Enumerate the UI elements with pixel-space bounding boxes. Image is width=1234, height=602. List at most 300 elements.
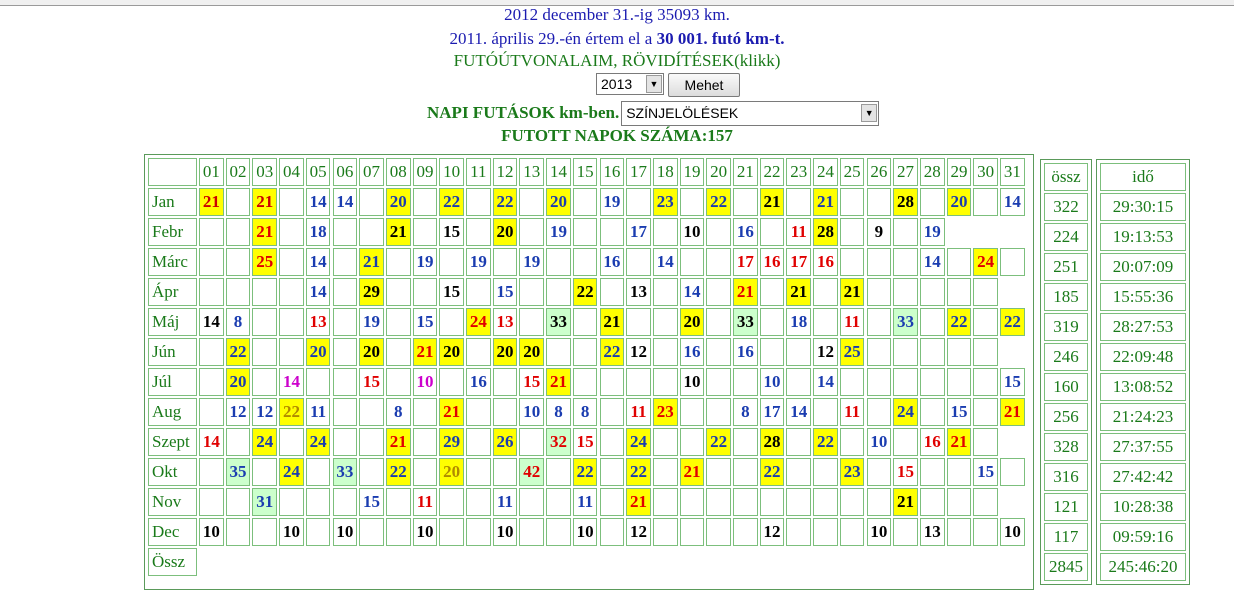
day-cell: [306, 488, 331, 516]
day-cell: [546, 458, 571, 486]
day-cell: [600, 428, 625, 456]
day-cell: [947, 278, 972, 306]
run-km-cell: 9: [867, 218, 892, 246]
day-cell: [226, 488, 251, 516]
day-cell: [786, 428, 811, 456]
day-cell: [333, 488, 358, 516]
run-km-cell: 13: [920, 518, 945, 546]
day-cell: [226, 428, 251, 456]
day-cell: [279, 308, 304, 336]
corner-cell: [148, 158, 197, 186]
day-cell: [840, 428, 865, 456]
run-km-cell: 24: [252, 428, 277, 456]
day-header: 03: [252, 158, 277, 186]
run-km-cell: 29: [359, 278, 384, 306]
run-km-cell: 16: [733, 338, 758, 366]
day-cell: [867, 248, 892, 276]
run-km-cell: 10: [493, 518, 518, 546]
run-km-cell: 15: [439, 218, 464, 246]
day-cell: [359, 458, 384, 486]
day-cell: [333, 278, 358, 306]
day-cell: [706, 518, 731, 546]
day-cell: [466, 398, 491, 426]
run-km-cell: 19: [413, 248, 438, 276]
run-km-cell: 21: [733, 278, 758, 306]
time-total-value: 09:59:16: [1100, 523, 1186, 551]
km-total-value: 322: [1044, 193, 1088, 221]
km-total-value: 2845: [1044, 553, 1088, 581]
run-km-cell: 10: [867, 428, 892, 456]
run-km-cell: 14: [306, 248, 331, 276]
km-total-value: 319: [1044, 313, 1088, 341]
run-km-cell: 21: [386, 428, 411, 456]
day-header: 16: [600, 158, 625, 186]
day-cell: [439, 518, 464, 546]
day-cell: [413, 278, 438, 306]
km-total-value: 328: [1044, 433, 1088, 461]
day-cell: [760, 488, 785, 516]
run-km-cell: 10: [333, 518, 358, 546]
day-cell: [600, 518, 625, 546]
day-cell: [226, 278, 251, 306]
day-cell: [947, 518, 972, 546]
day-cell: [519, 188, 544, 216]
calendar-table: [144, 154, 1034, 590]
run-km-cell: 14: [306, 188, 331, 216]
day-header: 31: [1000, 158, 1025, 186]
day-cell: [867, 338, 892, 366]
day-cell: [920, 338, 945, 366]
day-cell: [306, 458, 331, 486]
run-km-cell: 8: [226, 308, 251, 336]
day-header: 24: [813, 158, 838, 186]
day-cell: [466, 428, 491, 456]
day-cell: [626, 308, 651, 336]
run-km-cell: 22: [626, 458, 651, 486]
run-km-cell: 16: [466, 368, 491, 396]
run-km-cell: 21: [840, 278, 865, 306]
day-cell: [226, 218, 251, 246]
milestone-bold-text: 30 001. futó km-t.: [656, 29, 785, 48]
day-cell: [813, 488, 838, 516]
day-cell: [840, 488, 865, 516]
day-cell: [279, 488, 304, 516]
day-cell: [653, 458, 678, 486]
day-cell: [573, 338, 598, 366]
run-km-cell: 10: [760, 368, 785, 396]
day-cell: [600, 368, 625, 396]
day-cell: [386, 308, 411, 336]
day-header: 15: [573, 158, 598, 186]
day-cell: [920, 398, 945, 426]
run-km-cell: 23: [653, 188, 678, 216]
day-cell: [786, 518, 811, 546]
run-km-cell: 21: [893, 488, 918, 516]
day-header: 25: [840, 158, 865, 186]
day-cell: [439, 248, 464, 276]
day-cell: [840, 218, 865, 246]
day-cell: [626, 248, 651, 276]
year-selector-row: [596, 73, 740, 97]
km-total-value: 160: [1044, 373, 1088, 401]
day-cell: [493, 248, 518, 276]
run-km-cell: 25: [252, 248, 277, 276]
day-cell: [626, 368, 651, 396]
time-total-header: idő: [1100, 163, 1186, 191]
run-km-cell: 21: [252, 218, 277, 246]
month-label: Júl: [148, 368, 197, 396]
run-km-cell: 29: [439, 428, 464, 456]
run-km-cell: 21: [947, 428, 972, 456]
run-km-cell: 12: [813, 338, 838, 366]
day-cell: [199, 458, 224, 486]
day-cell: [546, 518, 571, 546]
run-km-cell: 23: [840, 458, 865, 486]
day-header: 09: [413, 158, 438, 186]
run-km-cell: 24: [466, 308, 491, 336]
run-km-cell: 10: [519, 398, 544, 426]
run-km-cell: 15: [573, 428, 598, 456]
run-km-cell: 21: [680, 458, 705, 486]
day-cell: [466, 278, 491, 306]
day-cell: [573, 218, 598, 246]
run-km-cell: 17: [626, 218, 651, 246]
day-cell: [653, 278, 678, 306]
day-header: 12: [493, 158, 518, 186]
run-km-cell: 14: [333, 188, 358, 216]
km-total-value: 224: [1044, 223, 1088, 251]
day-cell: [306, 368, 331, 396]
run-km-cell: 18: [786, 308, 811, 336]
time-total-value: 13:08:52: [1100, 373, 1186, 401]
time-total-value: 28:27:53: [1100, 313, 1186, 341]
month-label: Dec: [148, 518, 197, 546]
month-label: Okt: [148, 458, 197, 486]
run-km-cell: 33: [893, 308, 918, 336]
day-cell: [546, 278, 571, 306]
day-cell: [653, 428, 678, 456]
day-cell: [973, 518, 998, 546]
day-cell: [893, 278, 918, 306]
day-cell: [519, 428, 544, 456]
month-label: Márc: [148, 248, 197, 276]
day-header: 14: [546, 158, 571, 186]
day-cell: [653, 518, 678, 546]
color-legend-select[interactable]: [621, 101, 879, 126]
run-km-cell: 19: [546, 218, 571, 246]
run-km-cell: 20: [226, 368, 251, 396]
day-cell: [920, 308, 945, 336]
day-header: 26: [867, 158, 892, 186]
day-cell: [413, 458, 438, 486]
run-km-cell: 20: [493, 338, 518, 366]
day-cell: [466, 218, 491, 246]
run-km-cell: 24: [973, 248, 998, 276]
run-km-cell: 16: [760, 248, 785, 276]
day-cell: [252, 458, 277, 486]
day-cell: [867, 308, 892, 336]
run-km-cell: 20: [680, 308, 705, 336]
day-cell: [893, 518, 918, 546]
run-km-cell: 11: [413, 488, 438, 516]
day-cell: [813, 278, 838, 306]
time-total-value: 22:09:48: [1100, 343, 1186, 371]
run-km-cell: 20: [439, 458, 464, 486]
day-cell: [199, 218, 224, 246]
day-cell: [333, 218, 358, 246]
day-cell: [733, 188, 758, 216]
day-cell: [947, 458, 972, 486]
daily-runs-row: [427, 100, 879, 126]
day-cell: [813, 458, 838, 486]
day-cell: [680, 488, 705, 516]
day-cell: [413, 428, 438, 456]
day-cell: [333, 248, 358, 276]
day-cell: [680, 518, 705, 546]
day-cell: [279, 188, 304, 216]
run-km-cell: 21: [359, 248, 384, 276]
day-cell: [493, 458, 518, 486]
day-cell: [733, 518, 758, 546]
day-cell: [706, 218, 731, 246]
day-header: 23: [786, 158, 811, 186]
total-km-line: 2012 december 31.-ig 35093 km.: [504, 5, 730, 24]
time-total-value: 21:24:23: [1100, 403, 1186, 431]
run-km-cell: 19: [519, 248, 544, 276]
day-cell: [706, 458, 731, 486]
routes-link[interactable]: FUTÓÚTVONALAIM, RÖVIDÍTÉSEK(klikk): [453, 51, 781, 70]
day-cell: [466, 338, 491, 366]
day-header: 06: [333, 158, 358, 186]
run-km-cell: 10: [1000, 518, 1025, 546]
day-cell: [786, 458, 811, 486]
day-cell: [279, 428, 304, 456]
run-km-cell: 8: [733, 398, 758, 426]
run-km-cell: 12: [252, 398, 277, 426]
day-cell: [973, 188, 998, 216]
chevron-down-icon[interactable]: ▼: [646, 75, 662, 93]
day-cell: [840, 188, 865, 216]
day-header: 01: [199, 158, 224, 186]
day-header: 07: [359, 158, 384, 186]
day-cell: [733, 428, 758, 456]
day-cell: [760, 278, 785, 306]
day-cell: [680, 428, 705, 456]
day-cell: [386, 518, 411, 546]
month-label: Jan: [148, 188, 197, 216]
run-km-cell: 21: [626, 488, 651, 516]
run-km-cell: 16: [920, 428, 945, 456]
run-km-cell: 24: [626, 428, 651, 456]
km-total-value: 256: [1044, 403, 1088, 431]
day-header: 13: [519, 158, 544, 186]
run-km-cell: 20: [546, 188, 571, 216]
day-cell: [973, 398, 998, 426]
km-total-value: 316: [1044, 463, 1088, 491]
day-cell: [519, 218, 544, 246]
day-cell: [893, 248, 918, 276]
run-km-cell: 19: [466, 248, 491, 276]
run-km-cell: 21: [813, 188, 838, 216]
day-cell: [252, 278, 277, 306]
day-header: 10: [439, 158, 464, 186]
day-cell: [199, 488, 224, 516]
month-label: Máj: [148, 308, 197, 336]
time-total-value: 19:13:53: [1100, 223, 1186, 251]
day-cell: [653, 308, 678, 336]
month-label: Nov: [148, 488, 197, 516]
day-cell: [920, 368, 945, 396]
day-cell: [733, 488, 758, 516]
month-label: Ápr: [148, 278, 197, 306]
day-cell: [226, 518, 251, 546]
time-total-value: 20:07:09: [1100, 253, 1186, 281]
day-cell: [573, 368, 598, 396]
day-cell: [386, 248, 411, 276]
run-km-cell: 25: [840, 338, 865, 366]
run-km-cell: 16: [733, 218, 758, 246]
run-km-cell: 11: [840, 308, 865, 336]
day-cell: [867, 458, 892, 486]
day-cell: [413, 218, 438, 246]
run-km-cell: 19: [359, 308, 384, 336]
day-cell: [706, 398, 731, 426]
day-cell: [493, 398, 518, 426]
run-days-count: FUTOTT NAPOK SZÁMA:157: [501, 126, 733, 145]
day-cell: [386, 488, 411, 516]
run-km-cell: 8: [386, 398, 411, 426]
run-km-cell: 21: [199, 188, 224, 216]
run-km-cell: 15: [413, 308, 438, 336]
day-cell: [252, 338, 277, 366]
day-cell: [947, 248, 972, 276]
run-km-cell: 14: [279, 368, 304, 396]
day-cell: [519, 278, 544, 306]
day-cell: [706, 488, 731, 516]
day-cell: [252, 308, 277, 336]
day-cell: [973, 488, 998, 516]
day-cell: [386, 278, 411, 306]
day-cell: [947, 368, 972, 396]
run-km-cell: 21: [786, 278, 811, 306]
day-cell: [867, 368, 892, 396]
day-cell: [439, 308, 464, 336]
run-km-cell: 20: [306, 338, 331, 366]
day-cell: [867, 278, 892, 306]
run-km-cell: 26: [493, 428, 518, 456]
day-cell: [359, 398, 384, 426]
day-cell: [519, 308, 544, 336]
day-cell: [573, 308, 598, 336]
day-cell: [680, 188, 705, 216]
day-cell: [786, 488, 811, 516]
day-cell: [760, 338, 785, 366]
run-km-cell: 12: [760, 518, 785, 546]
run-km-cell: 20: [947, 188, 972, 216]
day-cell: [546, 338, 571, 366]
day-cell: [199, 338, 224, 366]
day-header: 08: [386, 158, 411, 186]
day-cell: [199, 368, 224, 396]
day-header: 20: [706, 158, 731, 186]
run-km-cell: 42: [519, 458, 544, 486]
run-km-cell: 15: [947, 398, 972, 426]
run-km-cell: 12: [226, 398, 251, 426]
run-km-cell: 22: [573, 278, 598, 306]
run-km-cell: 22: [760, 458, 785, 486]
day-cell: [1000, 248, 1025, 276]
day-cell: [706, 368, 731, 396]
milestone-text: 2011. április 29.-én értem el a: [449, 29, 657, 48]
day-cell: [279, 248, 304, 276]
run-km-cell: 15: [359, 368, 384, 396]
day-cell: [546, 248, 571, 276]
day-cell: [333, 338, 358, 366]
run-km-cell: 14: [920, 248, 945, 276]
day-cell: [359, 218, 384, 246]
run-km-cell: 33: [333, 458, 358, 486]
day-header: 29: [947, 158, 972, 186]
year-select[interactable]: [596, 73, 664, 95]
day-cell: [519, 518, 544, 546]
run-km-cell: 21: [413, 338, 438, 366]
day-cell: [1000, 458, 1025, 486]
day-cell: [439, 368, 464, 396]
day-cell: [573, 188, 598, 216]
run-km-cell: 20: [359, 338, 384, 366]
day-cell: [439, 488, 464, 516]
day-cell: [519, 488, 544, 516]
color-legend-value: SZÍNJELÖLÉSEK: [626, 105, 739, 121]
day-header: 11: [466, 158, 491, 186]
day-cell: [867, 488, 892, 516]
run-km-cell: 14: [680, 278, 705, 306]
run-km-cell: 16: [813, 248, 838, 276]
run-km-cell: 28: [893, 188, 918, 216]
milestone-line: [0, 29, 1234, 49]
run-km-cell: 19: [600, 188, 625, 216]
run-km-cell: 32: [546, 428, 571, 456]
day-cell: [653, 218, 678, 246]
day-cell: [973, 368, 998, 396]
day-cell: [813, 308, 838, 336]
day-cell: [920, 188, 945, 216]
day-cell: [786, 338, 811, 366]
day-header: 17: [626, 158, 651, 186]
go-button[interactable]: Mehet: [668, 73, 740, 97]
run-km-cell: 11: [493, 488, 518, 516]
day-cell: [359, 518, 384, 546]
run-km-cell: 8: [573, 398, 598, 426]
run-km-cell: 10: [413, 368, 438, 396]
day-cell: [893, 368, 918, 396]
run-km-cell: 21: [386, 218, 411, 246]
summary-row-label: Össz: [148, 548, 197, 576]
km-total-value: 121: [1044, 493, 1088, 521]
day-cell: [973, 428, 998, 456]
day-cell: [333, 428, 358, 456]
run-km-cell: 10: [573, 518, 598, 546]
run-km-cell: 17: [733, 248, 758, 276]
day-cell: [680, 398, 705, 426]
run-km-cell: 10: [680, 218, 705, 246]
run-km-cell: 15: [439, 278, 464, 306]
day-cell: [413, 398, 438, 426]
chevron-down-icon[interactable]: ▼: [861, 104, 877, 122]
run-km-cell: 24: [279, 458, 304, 486]
day-cell: [840, 368, 865, 396]
run-km-cell: 8: [546, 398, 571, 426]
